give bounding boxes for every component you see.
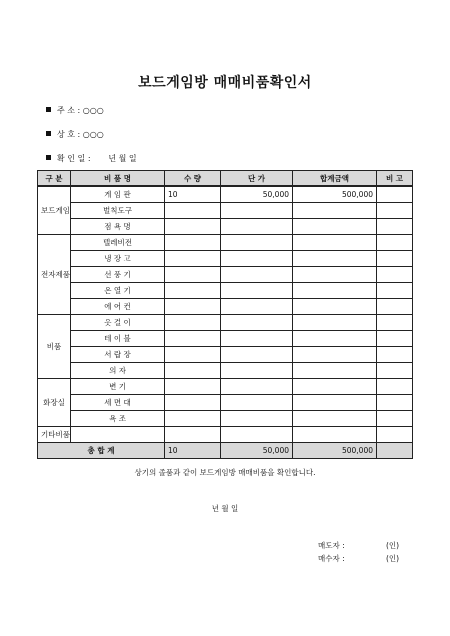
column-header: 비 품 명 <box>71 171 165 187</box>
note-cell <box>377 331 413 347</box>
amount-cell <box>293 283 377 299</box>
qty-cell <box>165 331 221 347</box>
equipment-table <box>37 170 413 459</box>
note-cell <box>377 219 413 235</box>
qty-cell <box>165 347 221 363</box>
column-header: 비 고 <box>377 171 413 187</box>
category-cell: 기타비품 <box>38 427 71 443</box>
business-name-line <box>46 130 104 140</box>
qty-cell <box>165 283 221 299</box>
note-cell <box>377 363 413 379</box>
table-row <box>38 395 413 411</box>
item-cell: 욕 조 <box>71 411 165 427</box>
signature-date: 년 월 일 <box>211 504 239 513</box>
amount-cell <box>293 331 377 347</box>
price-cell <box>221 411 293 427</box>
price-cell <box>221 395 293 411</box>
confirm-date-line <box>46 154 137 164</box>
item-cell: 서 랍 장 <box>71 347 165 363</box>
address-line <box>46 106 104 116</box>
column-header: 구 분 <box>38 171 71 187</box>
price-cell <box>221 219 293 235</box>
note-cell <box>377 283 413 299</box>
table-row <box>38 299 413 315</box>
price-cell <box>221 347 293 363</box>
qty-cell <box>165 219 221 235</box>
amount-cell <box>293 347 377 363</box>
price-cell <box>221 315 293 331</box>
note-cell <box>377 235 413 251</box>
date-label: 확 인 일 : <box>57 154 91 163</box>
amount-cell <box>293 395 377 411</box>
table-row <box>38 186 413 203</box>
price-cell <box>221 379 293 395</box>
category-cell: 비품 <box>38 315 71 379</box>
note-cell <box>377 395 413 411</box>
amount-cell <box>293 363 377 379</box>
note-cell <box>377 315 413 331</box>
note-cell <box>377 347 413 363</box>
note-cell <box>377 267 413 283</box>
category-cell: 화장실 <box>38 379 71 427</box>
note-cell <box>377 203 413 219</box>
item-cell: 게 임 판 <box>71 186 165 203</box>
price-cell <box>221 299 293 315</box>
amount-cell <box>293 219 377 235</box>
item-cell: 에 어 컨 <box>71 299 165 315</box>
price-cell <box>221 363 293 379</box>
bullet-square-icon <box>46 131 51 136</box>
business-value: ○○○ <box>82 130 104 139</box>
qty-cell <box>165 235 221 251</box>
column-header: 합계금액 <box>293 171 377 187</box>
item-cell: 벌칙도구 <box>71 203 165 219</box>
bullet-square-icon <box>46 155 51 160</box>
business-label: 상 호 : <box>57 130 83 139</box>
amount-cell <box>293 299 377 315</box>
note-cell <box>377 427 413 443</box>
note-cell <box>377 186 413 203</box>
amount-cell <box>293 267 377 283</box>
date-value: 년 월 일 <box>108 154 137 163</box>
table-row <box>38 331 413 347</box>
column-header: 수 량 <box>165 171 221 187</box>
table-row <box>38 267 413 283</box>
total-price-cell: 50,000 <box>221 443 293 459</box>
table-row <box>38 363 413 379</box>
confirm-statement: 상기의 졸품과 같이 보드게임방 매매비품을 확인합니다. <box>134 468 316 477</box>
table-body <box>38 186 413 459</box>
price-cell: 50,000 <box>221 186 293 203</box>
buyer-signature <box>318 553 400 564</box>
amount-cell <box>293 379 377 395</box>
price-cell <box>221 427 293 443</box>
price-cell <box>221 203 293 219</box>
price-cell <box>221 235 293 251</box>
table-row <box>38 379 413 395</box>
qty-cell <box>165 395 221 411</box>
address-value: ○○○ <box>82 106 104 115</box>
qty-cell: 10 <box>165 186 221 203</box>
seller-seal: (인) <box>386 541 400 550</box>
qty-cell <box>165 267 221 283</box>
item-cell <box>71 427 165 443</box>
note-cell <box>377 411 413 427</box>
item-cell: 세 면 대 <box>71 395 165 411</box>
amount-cell <box>293 411 377 427</box>
table-row <box>38 203 413 219</box>
price-cell <box>221 283 293 299</box>
seller-signature <box>318 540 400 551</box>
qty-cell <box>165 315 221 331</box>
amount-cell: 500,000 <box>293 186 377 203</box>
note-cell <box>377 251 413 267</box>
qty-cell <box>165 203 221 219</box>
column-header: 단 가 <box>221 171 293 187</box>
item-cell: 온 열 기 <box>71 283 165 299</box>
item-cell: 테 이 블 <box>71 331 165 347</box>
item-cell: 냉 장 고 <box>71 251 165 267</box>
total-row <box>38 443 413 459</box>
total-label: 총 합 계 <box>38 443 165 459</box>
item-cell: 변 기 <box>71 379 165 395</box>
total-qty-cell: 10 <box>165 443 221 459</box>
qty-cell <box>165 411 221 427</box>
price-cell <box>221 251 293 267</box>
category-cell: 전자제품 <box>38 235 71 315</box>
total-note-cell <box>377 443 413 459</box>
item-cell: 텔레비전 <box>71 235 165 251</box>
table-row <box>38 315 413 331</box>
amount-cell <box>293 315 377 331</box>
address-label: 주 소 : <box>57 106 83 115</box>
seller-label: 매도자 : <box>318 541 345 550</box>
price-cell <box>221 267 293 283</box>
amount-cell <box>293 235 377 251</box>
bullet-square-icon <box>46 107 51 112</box>
buyer-label: 매수자 : <box>318 554 345 563</box>
item-cell: 선 풍 기 <box>71 267 165 283</box>
table-row <box>38 235 413 251</box>
table-row <box>38 219 413 235</box>
amount-cell <box>293 203 377 219</box>
note-cell <box>377 379 413 395</box>
qty-cell <box>165 379 221 395</box>
qty-cell <box>165 299 221 315</box>
qty-cell <box>165 251 221 267</box>
table-row <box>38 347 413 363</box>
total-amount-cell: 500,000 <box>293 443 377 459</box>
buyer-seal: (인) <box>386 554 400 563</box>
table-header-row <box>38 171 413 187</box>
table-row <box>38 427 413 443</box>
table-row <box>38 283 413 299</box>
qty-cell <box>165 363 221 379</box>
item-cell: 점 욕 명 <box>71 219 165 235</box>
amount-cell <box>293 251 377 267</box>
document-title: 보드게임방 매매비품확인서 <box>138 75 312 91</box>
item-cell: 의 자 <box>71 363 165 379</box>
item-cell: 옷 걸 이 <box>71 315 165 331</box>
amount-cell <box>293 427 377 443</box>
category-cell: 보드게임 <box>38 186 71 235</box>
table-row <box>38 251 413 267</box>
qty-cell <box>165 427 221 443</box>
price-cell <box>221 331 293 347</box>
table-row <box>38 411 413 427</box>
note-cell <box>377 299 413 315</box>
